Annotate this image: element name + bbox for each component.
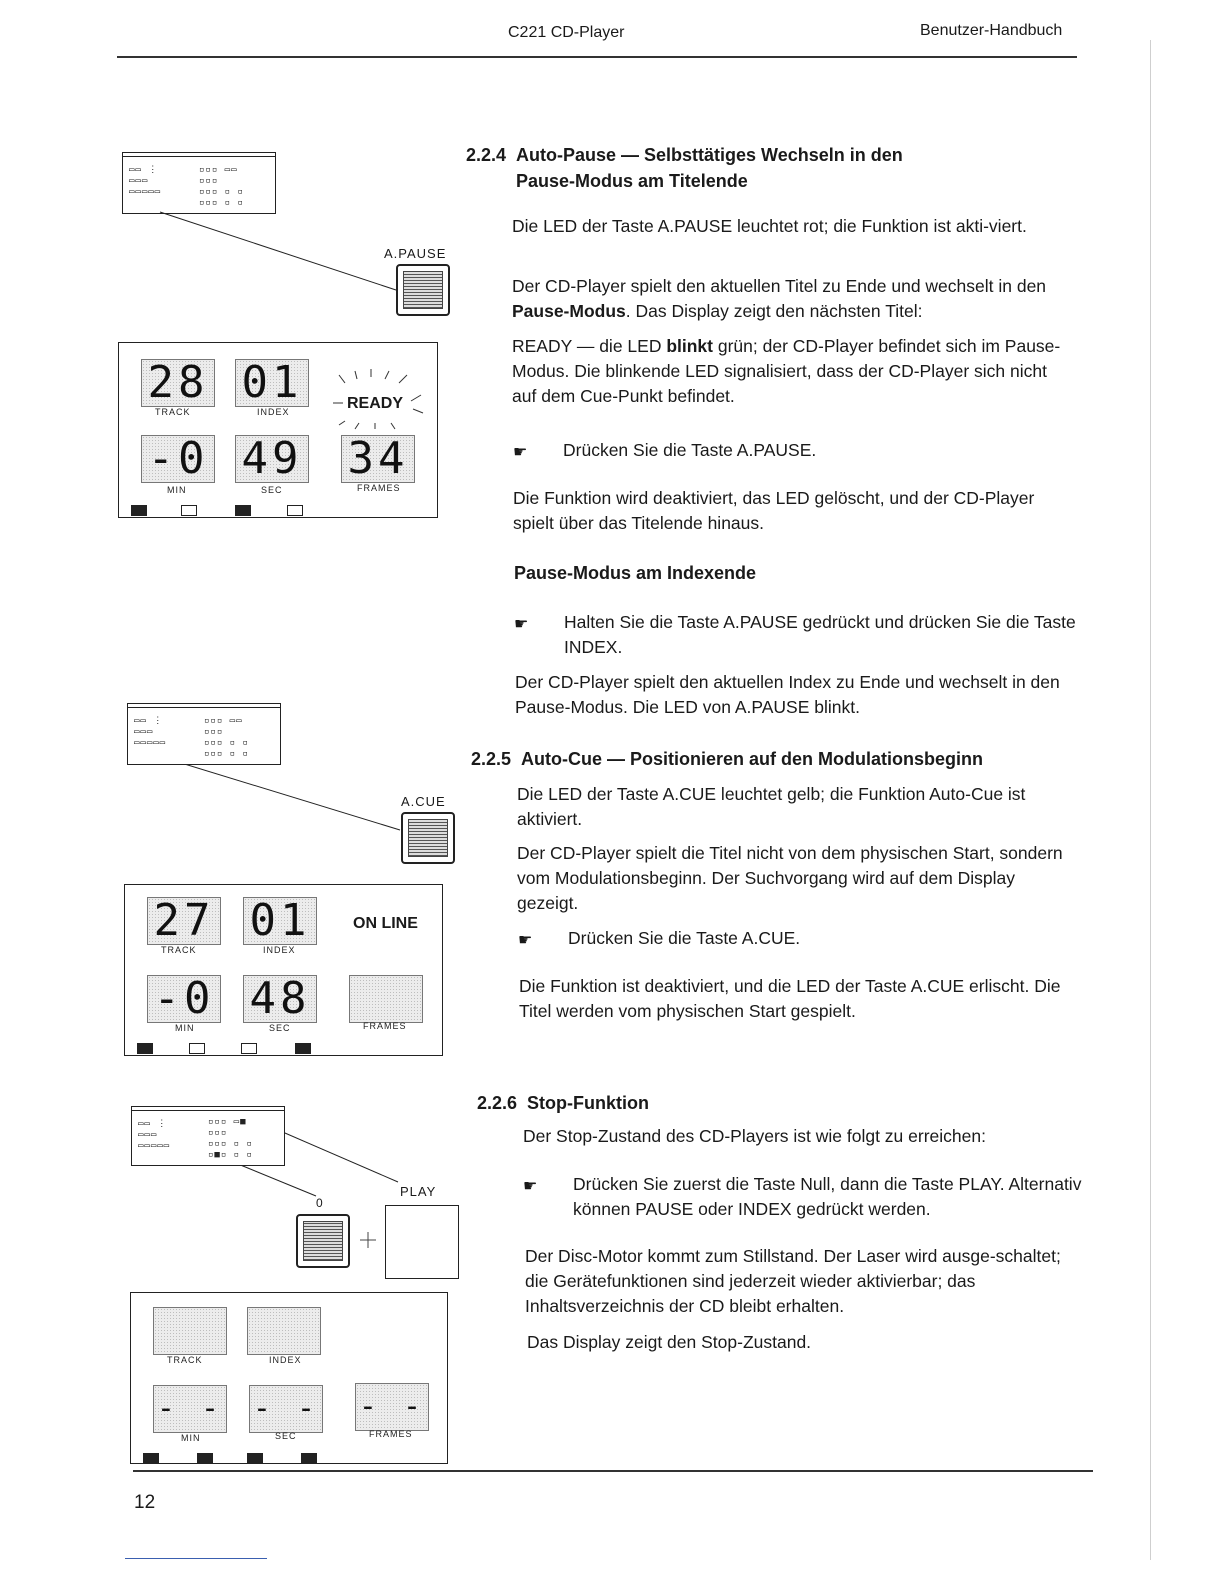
track-digits: 27: [147, 897, 221, 945]
footer-rule: [133, 1470, 1093, 1472]
index-digits: 01: [235, 359, 309, 407]
frames-label: FRAMES: [369, 1429, 413, 1439]
scan-edge-line: [1150, 40, 1151, 1560]
indicator-led: [137, 1043, 153, 1054]
subheading: Pause-Modus am Indexende: [514, 563, 757, 583]
paragraph: Die Funktion ist deaktiviert, und die LED der Taste A.CUE erlischt. Die Titel werden vom physischen Start gespielt.: [519, 976, 1061, 1021]
section-title-line1: Auto-Pause — Selbsttätiges Wechseln in den: [516, 145, 903, 165]
sec-label: SEC: [261, 485, 283, 495]
paragraph: Die Funktion wird deaktiviert, das LED gelöscht, und der CD-Player spielt über das Titelende hinaus.: [513, 488, 1035, 533]
section-title-line2: Pause-Modus am Titelende: [516, 171, 748, 191]
track-label: TRACK: [155, 407, 191, 417]
indicator-led: [181, 505, 197, 516]
frames-label: FRAMES: [357, 483, 401, 493]
page-number: 12: [134, 1492, 156, 1513]
section-2-2-5-title: [471, 746, 983, 772]
index-label: INDEX: [257, 407, 290, 417]
display-panel-1: [118, 342, 438, 518]
a-cue-label: A.CUE: [401, 794, 446, 809]
paragraph: Der CD-Player spielt den aktuellen Titel zu Ende und wechselt in den Pause-Modus. Das Display zeigt den nächsten Titel:: [512, 276, 1047, 321]
section-number: 2.2.5: [471, 749, 512, 769]
display-panel-3: [130, 1292, 448, 1464]
section-title-line1: Stop-Funktion: [527, 1093, 649, 1113]
device-front-mini-3: ▭▭ ⋮ ▭▭▭ ▭▭▭▭▭ ▫▫▫ ▭■ ▫▫▫ ▫▫▫ ▫ ▫ ▫■▫ ▫ ▫: [131, 1106, 285, 1166]
track-digits: [153, 1307, 227, 1355]
a-cue-button[interactable]: [401, 812, 455, 864]
indicator-led: [247, 1453, 263, 1464]
min-digits: - -: [153, 1385, 227, 1433]
frames-digits: [349, 975, 423, 1023]
frames-digits: 34: [341, 435, 415, 483]
pointing-hand-icon: ☛: [513, 444, 528, 461]
min-label: MIN: [175, 1023, 195, 1033]
play-label: PLAY: [400, 1184, 437, 1199]
min-label: MIN: [181, 1433, 201, 1443]
paragraph: READY — die LED blinkt grün; der CD-Player befindet sich im Pause-Modus. Die blinkende LED signalisiert, dass der CD-Player sich nicht auf dem Cue-Punkt befindet.: [512, 336, 1061, 406]
track-digits: 28: [141, 359, 215, 407]
paragraph: Der CD-Player spielt die Titel nicht von dem physischen Start, sondern vom Modulationsbeginn. Der Suchvorgang wird auf dem Display gezeigt.: [517, 843, 1063, 913]
instruction-bullet: ☛ Drücken Sie die Taste A.CUE.: [518, 926, 1088, 951]
sec-digits: - -: [249, 1385, 323, 1433]
indicator-led: [301, 1453, 317, 1464]
indicator-led: [287, 505, 303, 516]
indicator-led: [131, 505, 147, 516]
sec-digits: 48: [243, 975, 317, 1023]
sec-label: SEC: [275, 1431, 297, 1441]
instruction-bullet: ☛ Drücken Sie zuerst die Taste Null, dann die Taste PLAY. Alternativ können PAUSE oder INDEX gedrückt werden.: [523, 1174, 1082, 1219]
a-pause-button[interactable]: [396, 264, 450, 316]
paragraph: Das Display zeigt den Stop-Zustand.: [527, 1332, 812, 1352]
zero-label: 0: [316, 1196, 324, 1210]
paragraph: Die LED der Taste A.CUE leuchtet gelb; die Funktion Auto-Cue ist aktiviert.: [517, 784, 1026, 829]
section-2-2-6-title: [477, 1090, 649, 1116]
header-manual-title: Benutzer-Handbuch: [920, 22, 1063, 39]
pointing-hand-icon: ☛: [514, 616, 529, 633]
indicator-led: [143, 1453, 159, 1464]
section-number: 2.2.6: [477, 1093, 518, 1113]
device-front-mini-2: ▭▭ ⋮ ▭▭▭ ▭▭▭▭▭ ▫▫▫ ▭▭ ▫▫▫ ▫▫▫ ▫ ▫ ▫▫▫ ▫ ▫: [127, 703, 281, 765]
pointing-hand-icon: ☛: [518, 932, 533, 949]
indicator-led: [235, 505, 251, 516]
section-2-2-4-title: [466, 142, 903, 194]
online-status: ON LINE: [353, 915, 418, 932]
play-button[interactable]: [385, 1205, 459, 1279]
index-digits: [247, 1307, 321, 1355]
paragraph: Die LED der Taste A.PAUSE leuchtet rot; die Funktion ist akti-viert.: [512, 216, 1027, 236]
paragraph: Der Disc-Motor kommt zum Stillstand. Der Laser wird ausge-schaltet; die Gerätefunktionen sind jederzeit wieder aktivierbar; das Inhaltsverzeichnis der CD bleibt erhalten.: [525, 1246, 1061, 1316]
instruction-bullet: ☛ Halten Sie die Taste A.PAUSE gedrückt und drücken Sie die Taste INDEX.: [514, 612, 1076, 657]
index-digits: 01: [243, 897, 317, 945]
section-title-line1: Auto-Cue — Positionieren auf den Modulationsbeginn: [521, 749, 983, 769]
pointing-hand-icon: ☛: [523, 1178, 538, 1195]
frames-label: FRAMES: [363, 1021, 407, 1031]
ready-status: READY: [347, 395, 404, 412]
sec-label: SEC: [269, 1023, 291, 1033]
indicator-led: [295, 1043, 311, 1054]
bottom-blue-line: [125, 1558, 267, 1559]
display-panel-2: [124, 884, 443, 1056]
track-label: TRACK: [167, 1355, 203, 1365]
indicator-led: [189, 1043, 205, 1054]
header-title: C221 CD-Player: [508, 24, 625, 41]
indicator-led: [241, 1043, 257, 1054]
index-label: INDEX: [269, 1355, 302, 1365]
min-label: MIN: [167, 485, 187, 495]
section-number: 2.2.4: [466, 145, 507, 165]
min-digits: -0: [141, 435, 215, 483]
min-digits: -0: [147, 975, 221, 1023]
track-label: TRACK: [161, 945, 197, 955]
instruction-bullet: ☛ Drücken Sie die Taste A.PAUSE.: [513, 438, 1083, 463]
paragraph: Der Stop-Zustand des CD-Players ist wie folgt zu erreichen:: [523, 1126, 986, 1146]
frames-digits: - -: [355, 1383, 429, 1431]
device-front-mini-1: ▭▭ ⋮ ▭▭▭ ▭▭▭▭▭ ▫▫▫ ▭▭ ▫▫▫ ▫▫▫ ▫ ▫ ▫▫▫ ▫ ▫: [122, 152, 276, 214]
zero-button[interactable]: [296, 1214, 350, 1268]
index-label: INDEX: [263, 945, 296, 955]
indicator-led: [197, 1453, 213, 1464]
a-pause-label: A.PAUSE: [384, 246, 447, 261]
sec-digits: 49: [235, 435, 309, 483]
paragraph: Der CD-Player spielt den aktuellen Index zu Ende und wechselt in den Pause-Modus. Die LED von A.PAUSE blinkt.: [515, 672, 1060, 717]
